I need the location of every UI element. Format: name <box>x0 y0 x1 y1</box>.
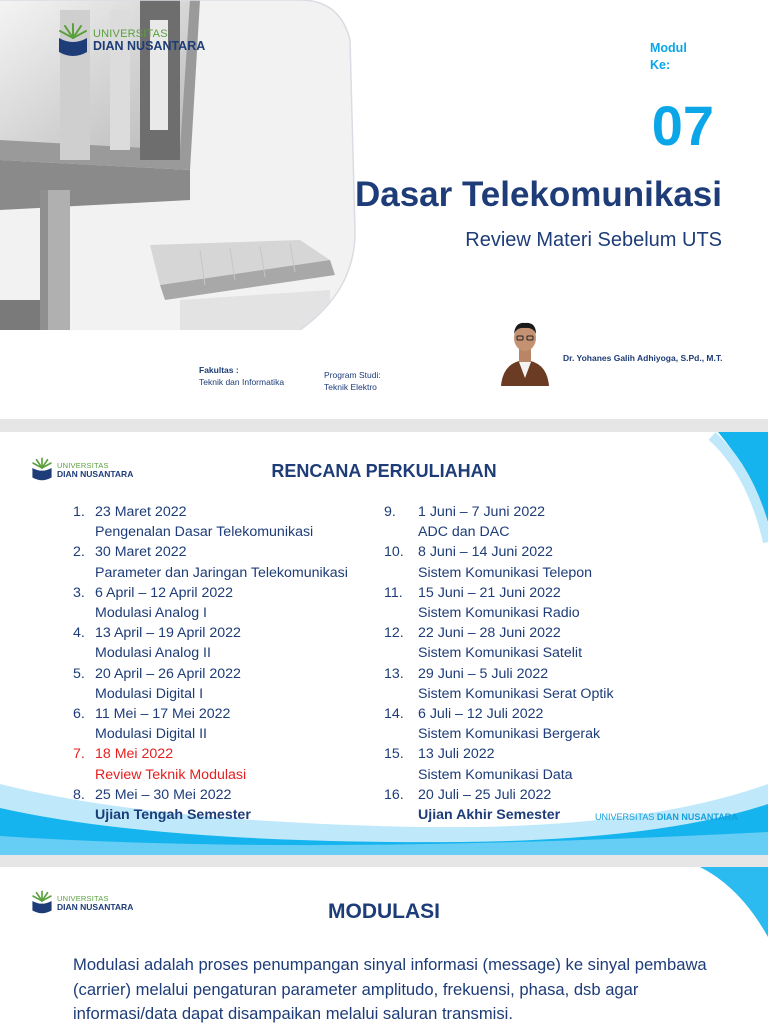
list-item: 11. 15 Juni – 21 Juni 2022 Sistem Komunikasi Radio <box>384 584 580 622</box>
course-title: Dasar Telekomunikasi <box>354 175 722 214</box>
list-item: 10. 8 Juni – 14 Juni 2022 Sistem Komunikasi Telepon <box>384 544 593 581</box>
modul-number: 07 <box>651 94 714 157</box>
list-item-exam: 8. 25 Mei – 30 Mei 2022 Ujian Tengah Semester <box>73 786 251 824</box>
modul-label-line-2: Ke: <box>650 58 671 72</box>
list-item: 5. 20 April – 26 April 2022 Modulasi Digital I <box>73 665 241 702</box>
program-block <box>324 369 381 393</box>
faculty-value: Teknik dan Informatika <box>199 377 285 387</box>
logo-emblem-icon <box>57 22 89 60</box>
lecturer-avatar <box>497 318 553 386</box>
footer-brand-line-1: UNIVERSITAS <box>595 812 655 822</box>
list-item: 2. 30 Maret 2022 Parameter dan Jaringan Telekomunikasi <box>73 544 348 581</box>
brand-line-1: UNIVERSITAS <box>93 28 168 41</box>
list-item: 14. 6 Juli – 12 Juli 2022 Sistem Komunikasi Bergerak <box>384 706 601 743</box>
brand-line-1: UNIVERSITAS <box>57 461 109 470</box>
plan-list-right <box>384 502 684 825</box>
brand-line-2: DIAN NUSANTARA <box>57 468 134 479</box>
cover-slide <box>0 0 768 419</box>
plan-title: RENCANA PERKULIAHAN <box>271 461 497 481</box>
modulasi-body: Modulasi adalah proses penumpangan sinyal informasi (message) ke sinyal pembawa (carrier) melalui pengaturan parameter amplitudo, frekuensi, phasa, dsb agar informasi/data dapat disampaikan melalui saluran transmisi. <box>73 955 707 1023</box>
list-item: 1. 23 Maret 2022 Pengenalan Dasar Telekomunikasi <box>73 504 314 541</box>
lecturer-name: Dr. Yohanes Galih Adhiyoga, S.Pd., M.T. <box>563 353 723 363</box>
plan-slide <box>0 432 768 855</box>
list-item: 13. 29 Juni – 5 Juli 2022 Sistem Komunikasi Serat Optik <box>384 665 614 702</box>
list-item: 3. 6 April – 12 April 2022 Modulasi Analog I <box>73 584 234 622</box>
footer-brand-line-2: DIAN NUSANTARA <box>656 812 738 822</box>
program-label: Program Studi: <box>324 370 381 380</box>
faculty-label: Fakultas : <box>199 365 239 375</box>
brand-line-1: UNIVERSITAS <box>57 894 109 903</box>
list-item: 12. 22 Juni – 28 Juni 2022 Sistem Komunikasi Satelit <box>384 625 583 662</box>
brand-line-2: DIAN NUSANTARA <box>57 901 134 912</box>
list-item-exam: 16. 20 Juli – 25 Juli 2022 Ujian Akhir Semester <box>384 786 561 824</box>
course-subtitle: Review Materi Sebelum UTS <box>465 229 722 251</box>
list-item: 15. 13 Juli 2022 Sistem Komunikasi Data <box>384 746 573 783</box>
modulasi-slide <box>0 867 768 1024</box>
modul-label <box>650 40 687 74</box>
brand-line-2: DIAN NUSANTARA <box>93 39 206 54</box>
program-value: Teknik Elektro <box>324 382 377 392</box>
plan-list-left <box>73 502 383 825</box>
university-logo <box>57 22 205 60</box>
modul-label-line-1: Modul <box>650 41 687 55</box>
modulasi-title: MODULASI <box>328 900 440 923</box>
faculty-block <box>199 364 284 388</box>
list-item: 9. 1 Juni – 7 Juni 2022 ADC dan DAC <box>384 504 545 541</box>
list-item-highlighted: 7. 18 Mei 2022 Review Teknik Modulasi <box>73 746 247 783</box>
footer-brand <box>595 812 738 822</box>
list-item: 6. 11 Mei – 17 Mei 2022 Modulasi Digital II <box>73 706 231 743</box>
list-item: 4. 13 April – 19 April 2022 Modulasi Analog II <box>73 625 241 662</box>
